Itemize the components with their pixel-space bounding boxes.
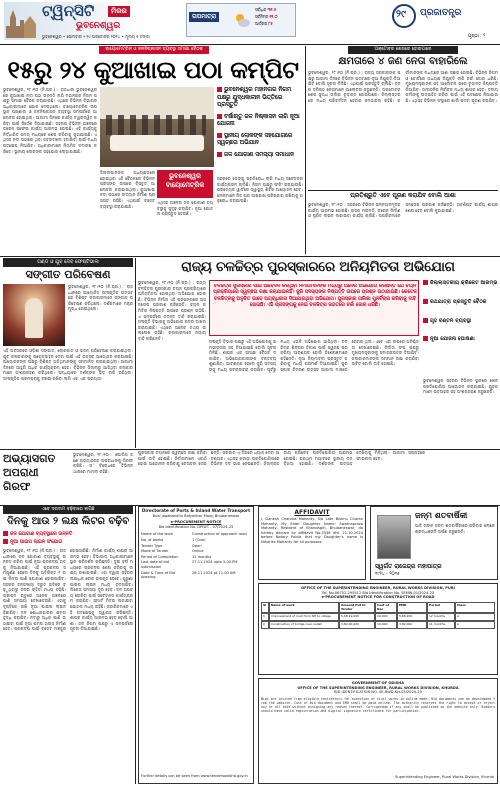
ports-key: Name of the work bbox=[141, 532, 174, 537]
bullet-square-icon bbox=[423, 318, 428, 323]
right-top-story bbox=[308, 46, 498, 256]
main-bullet bbox=[423, 336, 498, 343]
main-bullet-text: ଗୃହ ବଣ୍ଟନ ବ୍ୟବସ୍ଥା bbox=[430, 317, 472, 324]
dateline: ଭୁବନେଶ୍ୱର • ସୋମବାର • ୨୯ ଅକ୍ଟୋବର ୨୦୨୪ • ମୂଲ୍ୟ ୫ ଟଙ୍କା bbox=[42, 34, 150, 39]
rwd-cell: 12 months bbox=[427, 613, 455, 621]
bottom-body: ଭୁବନେଶ୍ୱର, ୨୮।୧୦ (ନି.ପ୍ର.) : ରାଜଧାନୀରେ ଜଳ ଯୋଗାଣ ବ୍ୟବସ୍ଥାକୁ ଉନ୍ନତ କରିବା ପାଇଁ ନୂଆ ପ୍ରକଳ୍ପ ହାତକୁ ନିଆଯାଇଛି। ଏହି ପ୍ରକଳ୍ପ ସମ୍ପୂର୍ଣ୍ଣ ହେଲେ ଦିନକୁ ଅତିରିକ୍ତ ୨ ଲକ୍ଷ ଲିଟର ପାଣି ଯୋଗାଣ ହୋଇପାରିବ। ସହରର ଜନସଂଖ୍ୟା ଦ୍ରୁତ ଗତିରେ ବଢ଼ୁଥିବାରୁ ଜଳର ଚାହିଦା ମଧ୍ୟ ବଢ଼ିଛି। ଗ୍ରୀଷ୍ମ ଋତୁରେ ଅନେକ ଅଞ୍ଚଳରେ ପାଣି ସମସ୍ୟା ଦେଖାଦେଉଛି। ଏହାକୁ ଦୃଷ୍ଟିରେ ରଖି ନୂଆ ପାଇପ ଲାଇନ ବିଛାଯିବ। ଜଳ ଶୋଧନାଗାରର କ୍ଷମତା ବୃଦ୍ଧି କରାଯିବ। ନଦୀରୁ ଅଧିକ ପାଣି ଉଠାଇବା ପାଇଁ ନୂଆ ପମ୍ପ ହାଉସ ନିର୍ମାଣ ହେବ। ପ୍ରକଳ୍ପ ପାଇଁ ବଜେଟ ମଞ୍ଜୁର ହୋଇସାରିଛି। ନିର୍ମାଣ କାର୍ଯ୍ୟ ଶୀଘ୍ର ଆରମ୍ଭ ହେବ। ବିଭାଗୀୟ ଅଧିକାରୀମାନେ ସ୍ଥାନ ପରିଦର୍ଶନ କରିଛନ୍ତି। ଦୁଇ ବର୍ଷ ମଧ୍ୟରେ ପ୍ରକଳ୍ପ ଶେଷ କରିବାକୁ ଲକ୍ଷ୍ୟ ରଖାଯାଇଛି। ଏହା ଦ୍ୱାରା ସହରର ଲକ୍ଷାଧିକ ଲୋକ ଉପକୃତ ହେବେ। ପୁରୁଣା ପାଇପ ଲାଇନ ମଧ୍ୟ ବଦଳାଯିବ। ଲିକେଜ ସମସ୍ୟା ଦୂର ହେବ। ଜଳ ଅପଚୟ ରୋକିବା ପାଇଁ ସଚେତନତା କାର୍ଯ୍ୟକ୍ରମ କରାଯିବ। ସ୍ମାର୍ଟ ମିଟର ଲଗାଇବା ଯୋଜନା ମଧ୍ୟ ରହିଛି। ନାଗରିକମାନେ ଏହି ପଦକ୍ଷେପକୁ ସ୍ୱାଗତ କରିଛନ୍ତି। ଶୀଘ୍ର କାର୍ଯ୍ୟ ଆରମ୍ଭ ହେବ ବୋଲି ଆଶା। ଜଳ ନିଗମ ପକ୍ଷରୁ ଏ ସମ୍ପର୍କରେ ସୂଚନା ଦିଆଯାଇଛି। bbox=[3, 548, 133, 632]
lead-body-col4: ସହରରେ ଡେଙ୍ଗୁ ପ୍ରତିରୋଧ ଲାଗି ମଧ୍ୟ ସଚେତନତା କାର୍ଯ୍ୟକ୍ରମ ଚାଲିଛି। ନିଗମ ପକ୍ଷରୁ ଫଗିଂ କରାଯାଉଛି। ପ୍ରତ୍ୟେକ ୱାର୍ଡରେ ସ୍ୱାସ୍ଥ୍ୟ ଶିବିର ଆୟୋଜନ ହେବ। ଲୋକମାନେ ନିଜ ଘର ଆଖପାଖ ପରିଷ୍କାର ରଖିବାକୁ ଅନୁରୋଧ କରାଯାଇଛି। bbox=[217, 176, 303, 204]
lead-bullet bbox=[217, 114, 303, 129]
rwd-header: EMD bbox=[397, 602, 427, 614]
govt-sub: BID IDENTIFICATION NO. SE-RWD-KH-05/2024-25 bbox=[334, 690, 422, 695]
right-body: ଭୁବନେଶ୍ୱର, ୨୮।୧୦ (ନି.ପ୍ର.) : ରାଜ୍ୟ ସରକାରଙ୍କ ପକ୍ଷରୁ ଆଗାମୀ ଦିନରେ ବିଭିନ୍ନ ପଦବୀରେ ନୂଆ ନିଯୁକ୍ତି ଦିଆଯିବ ବୋଲି ସୂଚନା ମିଳିଛି। ଏଥିପାଇଁ ପ୍ରସ୍ତୁତି ଚାଲିଛି। ଦଳର ବରିଷ୍ଠ ନେତାମାନେ ଆଲୋଚନା କରୁଛନ୍ତି। ଅକ୍ଟୋବର ଶେଷ ସୁଦ୍ଧା ତାଲିକା ଚୂଡ଼ାନ୍ତ ହୋଇପାରେ। ଜିଲ୍ଲାସ୍ତରରେ ମଧ୍ୟ ପରିବର୍ତ୍ତନ ହେବାର ସମ୍ଭାବନା ରହିଛି। କର୍ମୀମାନଙ୍କ ମଧ୍ୟରେ ଆଶା ସଞ୍ଚାର ହୋଇଛି। ବିଭିନ୍ନ ନିଗମ ଓ ବୋର୍ଡରେ ଅଧ୍ୟକ୍ଷ ନିଯୁକ୍ତି ଲାଗି ଚର୍ଚ୍ଚା ଜୋର ଧରିଛି। ମୁଖ୍ୟମନ୍ତ୍ରୀଙ୍କ ସହ ଆଲୋଚନା ପରେ ଚୂଡ଼ାନ୍ତ ନିଷ୍ପତ୍ତି ନିଆଯିବ। ସାଂଗଠନିକ ନିର୍ବାଚନ ମଧ୍ୟ ଶୀଘ୍ର ହେବ। ଦଳୀୟ କର୍ମୀଙ୍କୁ ଉତ୍ସାହିତ କରିବା ପାଇଁ ଏହି ପଦକ୍ଷେପ ନିଆଯାଉଛି। ଏଥିସହ ବିଭିନ୍ନ ସଂସ୍ଥାରେ ଖାଲି ପଦବୀ ପୂରଣ କରାଯିବ। bbox=[308, 70, 498, 103]
feature-left bbox=[3, 258, 133, 448]
bullet-square-icon bbox=[217, 152, 222, 157]
crime-headline-line: ଅପରାଧୀ bbox=[3, 466, 39, 479]
lead-bullet-text: ବର୍ଷାଋତୁ ଜଳ ନିଷ୍କାସନ ଲାଗି ନୂଆ ଯୋଜନା bbox=[217, 113, 300, 127]
weather-value: ୨୨.୦ bbox=[269, 14, 278, 19]
weather-label: ସର୍ବାଧିକ bbox=[255, 7, 267, 12]
logo-title: ଟ୍ୱିନ୍‌ସିଟି bbox=[42, 2, 95, 20]
lead-bullet bbox=[217, 87, 303, 110]
ports-title: Directorate of Ports & Inland Water Transport bbox=[141, 508, 251, 513]
lead-bullets bbox=[217, 87, 303, 163]
lead-body-col1: ଭୁବନେଶ୍ୱର, ୨୮।୧୦ (ନି.ପ୍ର.) : ରାଜଧାନୀ ଭୁବନେଶ୍ୱରରେ କୁଆଖାଇ ନଦୀ ପଠା ଉନ୍ନତି ଲାଗି ମହାନଗର ନିଗମ ପକ୍ଷରୁ ସମୀକ୍ଷା ବୈଠକ କରାଯାଇଛି। ଏଥିରେ ବିଭିନ୍ନ ବିଭାଗର ଅଧିକାରୀମାନେ ଯୋଗ ଦେଇଥିଲେ। ବାୟୋମେଟ୍ରିକ ଉପସ୍ଥାନ ପ୍ରଣାଳୀ ଓ ଜଳନିଷ୍କାସନ ବ୍ୟବସ୍ଥା ସମ୍ପର୍କରେ ଆଲୋଚନା ହୋଇଥିଲା। ଆଗାମୀ ଦିନରେ କାର୍ଯ୍ୟ ତ୍ୱରାନ୍ୱିତ କରିବା ପାଇଁ ନିର୍ଦ୍ଦେଶ ଦିଆଯାଇଛି। ସହରର ବିଭିନ୍ନ ଅଞ୍ଚଳରେ ଡ୍ରେନ ସଫେଇ କାର୍ଯ୍ୟ ଆରମ୍ଭ ହୋଇଛି। ଏହି କାର୍ଯ୍ୟକୁ ନିର୍ଦ୍ଧାରିତ ସମୟ ମଧ୍ୟରେ ଶେଷ କରିବାକୁ କୁହାଯାଇଛି। ଏଥିସହ ନଦୀ ପଠାରେ ଥିବା ଜବରଦଖଲ ହଟାଇବା ପାଇଁ ମଧ୍ୟ ପଦକ୍ଷେପ ନିଆଯିବ। ଅଧିକାରୀମାନେ ନିୟମିତ ତଦାରଖ କରିବେ। ସ୍ଥାନୀୟ ଲୋକଙ୍କ ସହଯୋଗ ଲୋଡ଼ାଯାଇଛି। bbox=[3, 87, 97, 154]
lead-bullet-text: ସ୍ଥାନୀୟ ଲୋକଙ୍କ ସହଯୋଗରେ ସ୍ୱଚ୍ଛତା ଅଭିଯାନ bbox=[217, 132, 293, 146]
crime-story bbox=[3, 450, 133, 504]
ports-key: Period of Completion bbox=[141, 554, 179, 559]
rwd-header: Period bbox=[427, 602, 455, 614]
feature-kicker: ଗଣ୍ଡ ଓ ଯୁବ ଦେବ ଫେଷ୍ଟିଭାଲ bbox=[3, 258, 133, 267]
tender-ports bbox=[138, 506, 254, 784]
inset-label: ଭୁବନେଶ୍ୱର ବାୟୋମେଟ୍ରିକ bbox=[157, 170, 213, 198]
weather-value: ୩୨.୫ bbox=[267, 7, 277, 12]
right-headline: କ୍ଷମତାରେ ୪ ଜଣ ନେତା ବାହାରିଲେ bbox=[338, 56, 468, 67]
tender-rwd bbox=[258, 583, 498, 675]
govt-title: OFFICE OF THE SUPERINTENDING ENGINEER, RURAL WORKS DIVISION, KHURDA bbox=[297, 685, 459, 690]
rwd-cell: 3,82,000 bbox=[397, 621, 427, 629]
rwd-cell: A bbox=[455, 621, 495, 629]
bottom-bullet bbox=[3, 531, 133, 539]
feature-body-col1: ଭୁବନେଶ୍ୱର, ୨୮।୧୦ (ନି.ପ୍ର.) : ରାଜଧାନୀରେ ଆୟୋଜିତ ସାଂସ୍କୃତିକ ଉତ୍ସବରେ ବିଶିଷ୍ଟ କଳାକାରମାନେ ସଙ୍ଗୀତ ପରିବେଷଣ କରିଥିଲେ। ଦର୍ଶକମାନେ ମନ୍ତ୍ରମୁଗ୍ଧ ହୋଇଥିଲେ। bbox=[68, 284, 133, 312]
bottom-bullet-text: ଜଳ ଯୋଗାଣ ବ୍ୟବସ୍ଥାରେ ଉନ୍ନତି bbox=[10, 532, 73, 537]
main-bullet-text: ଜିଲ୍ଲାସ୍ତରୀୟ କ୍ରିକେଟ ଆରମ୍ଭ bbox=[430, 280, 498, 286]
crime-headline bbox=[3, 452, 71, 494]
rwd-cell: 2 bbox=[261, 621, 269, 629]
right-subhead: ପ୍ରତିଶ୍ରୁତି ଏବେ ପୂରଣ କରାଯିବ ବୋଲି ଆଶା bbox=[350, 192, 456, 199]
page-number: ପୃଷ୍ଠା : ୨ bbox=[468, 34, 486, 39]
main-bullet bbox=[423, 280, 498, 287]
bullet-square-icon bbox=[423, 336, 428, 341]
meeting-photo bbox=[100, 87, 214, 167]
obituary-title: ଜନ୍ମ ଶତବାର୍ଷିକୀ bbox=[415, 511, 468, 520]
weather-rows bbox=[255, 6, 295, 27]
ports-notice: e-PROCUREMENT NOTICE bbox=[170, 520, 222, 525]
ports-value: 27.11.2024 upto 5.00 PM bbox=[192, 560, 238, 565]
govt-body: Bids are invited from eligible contractors for execution of civil works in online mode. Bid documents can be downloaded from the website. Cost of bid document and EMD shall be paid online. The authority reserves the right to accept or reject any or all bids without assigning any reason thereof. Corrigendum if any shall be published on the website only. Bidders should have valid registration and digital signature certificate for participation. bbox=[261, 696, 495, 714]
obituary-name: ସ୍ୱର୍ଗତ ରାଜେନ୍ଦ୍ର ମହାପାତ୍ର bbox=[375, 563, 442, 570]
lead-kicker: ବାୟୋମେଟ୍ରିକ ଓ ଜଳନିଷ୍କାସନ ବ୍ୟବସ୍ଥା ସମୀକ୍ଷା ବୈଠକ bbox=[99, 46, 209, 54]
weather-row bbox=[255, 13, 295, 20]
rwd-cell: 5,68,200 bbox=[397, 613, 427, 621]
sun-cloud-icon bbox=[233, 12, 251, 28]
bottom-kicker: ଏବେ ଦରଦାମ ବଢ଼ିବାରେ ଲାଗିଛି bbox=[3, 506, 133, 514]
rwd-cell: 3,82,00,000 bbox=[339, 621, 375, 629]
obituary bbox=[370, 506, 498, 580]
main-headline: ରାଜ୍ୟ ଚଳଚ୍ଚିତ୍ର ପୁରସ୍କାରରେ ଅନିୟମିତତା ଅଭିଯୋଗ bbox=[181, 259, 455, 275]
performer-figure bbox=[25, 298, 43, 338]
right-sub-body: ଭୁବନେଶ୍ୱର, ୨୮।୧୦ : ସହରରେ ବିଭିନ୍ନ ଉନ୍ନୟନମୂଳକ କାର୍ଯ୍ୟ ଆରମ୍ଭ ହୋଇଛି। ରାସ୍ତା ମରାମତି, ଡ୍ରେନ ନିର୍ମାଣ ଓ ଷ୍ଟ୍ରିଟ ଲାଇଟ ଲଗାଇବା କାର୍ଯ୍ୟ ଚାଲିଛି। ନାଗରିକମାନେ ସନ୍ତୋଷ ପ୍ରକାଶ କରିଛନ୍ତି। ଅବଶିଷ୍ଟ କାର୍ଯ୍ୟ ଶୀଘ୍ର ଶେଷ ହେବ ବୋଲି କୁହାଯାଇଛି। bbox=[308, 202, 498, 219]
main-right-body: ଭୁବନେଶ୍ୱର ସହରର ବିଭିନ୍ନ ସ୍ଥାନରେ ଖେଳ ପ୍ରତିଯୋଗିତା ଆୟୋଜନ କରାଯାଇଛି। ଯୁବକମାନେ ଉତ୍ସାହର ସହ ଅଂଶଗ୍ରହଣ କରୁଛନ୍ତି। bbox=[423, 378, 498, 395]
weather-value: ୮୫ bbox=[268, 21, 273, 26]
bullet-square-icon bbox=[217, 114, 222, 119]
rwd-header: Amount Put to Tender bbox=[339, 602, 375, 614]
column-divider bbox=[305, 46, 306, 254]
bullet-square-icon bbox=[3, 539, 8, 544]
ports-value: Construction of approach road bbox=[192, 532, 247, 537]
column-divider bbox=[135, 258, 136, 448]
lead-bullet bbox=[217, 133, 303, 148]
ports-footer: Further details can be seen from www.tendersodisha.gov.in bbox=[141, 774, 248, 779]
highlight-box bbox=[209, 280, 419, 336]
ports-bid-no: Bid Identification No. DPIWT - 07/2024-25 bbox=[158, 524, 234, 529]
main-bullet bbox=[423, 318, 498, 325]
rwd-subtitle: e-PROCUREMENT NOTICE FOR CONSTRUCTION OF ROAD bbox=[321, 595, 435, 600]
weather-label: ଆର୍ଦ୍ରତା bbox=[255, 21, 268, 26]
logo-subtitle: ଭୁବନେଶ୍ୱର bbox=[76, 21, 121, 31]
ports-value: Open bbox=[192, 543, 202, 548]
anniversary-number: ୨୯ bbox=[396, 9, 406, 20]
paper-name: ପ୍ରଜାତନ୍ତ୍ର bbox=[420, 8, 462, 18]
lead-body-col3: ଏଥିସହ ଅଞ୍ଚଳର ଜଳ ଯୋଗାଣ ବ୍ୟବସ୍ଥାକୁ ସୁଦୃଢ଼ କରାଯିବ। ନୂଆ ଯୋଜନା ପ୍ରସ୍ତୁତ ହେଉଛି। bbox=[157, 200, 213, 217]
rwd-cell: Improvement of road from NH to village bbox=[269, 613, 339, 621]
bottom-bullet bbox=[3, 539, 133, 547]
rwd-cell: Construction of bridge over nallah bbox=[269, 621, 339, 629]
crime-headline-line: ଅଭ୍ୟାସଗତ bbox=[3, 452, 56, 465]
rwd-header: Name of work bbox=[269, 602, 339, 614]
weather-label: ସର୍ବନିମ୍ନ bbox=[255, 14, 269, 19]
skyline-icon bbox=[4, 6, 38, 38]
column-divider bbox=[135, 506, 136, 784]
rwd-cell: 11 months bbox=[427, 621, 455, 629]
main-bullet bbox=[423, 299, 498, 306]
ports-value: Online bbox=[192, 549, 204, 554]
lead-bullet bbox=[217, 152, 303, 160]
weather-box bbox=[186, 3, 296, 37]
crime-headline-line: ଗିରଫ bbox=[3, 480, 31, 493]
lead-bullet-text: ଭୁବନେଶ୍ୱର ମହାନଗର ନିଗମ ପକ୍ଷରୁ ଯୁଦ୍ଧକାଳୀନ ଭିତ୍ତିରେ ପ୍ରସ୍ତୁତି bbox=[217, 87, 292, 108]
govt-signature: Superintending Engineer, Rural Works Division, Khurda bbox=[395, 775, 494, 780]
bottom-left-story bbox=[3, 506, 133, 784]
ports-value: 1 (One) bbox=[192, 537, 206, 542]
rwd-cell: 10,000 bbox=[375, 621, 397, 629]
obituary-photo bbox=[377, 515, 411, 559]
masthead bbox=[0, 0, 500, 44]
govt-line1: GOVERNMENT OF ODISHA bbox=[351, 681, 405, 685]
affidavit-title: AFFIDAVIT bbox=[294, 509, 330, 516]
rwd-header: Cost of Doc bbox=[375, 602, 397, 614]
main-right-bullets bbox=[423, 280, 498, 355]
lead-headline: ୧୫ରୁ ୨୪ କୁଆଖାଇ ପଠା କମ୍ପିଟ bbox=[7, 56, 299, 84]
bottom-bullets bbox=[3, 531, 133, 546]
obituary-dates: ୧୯୨୪ - ୨୦୧୫ bbox=[375, 572, 400, 577]
weather-row bbox=[255, 20, 295, 27]
rwd-cell: 5,68,19,000 bbox=[339, 613, 375, 621]
ports-table bbox=[141, 532, 251, 579]
ports-value: 12 months bbox=[192, 554, 212, 559]
lead-story bbox=[3, 46, 303, 256]
bottom-headline: ଦିନକୁ ଆଉ ୨ ଲକ୍ଷ ଲିଟର ବଢ଼ିବ bbox=[6, 516, 130, 527]
right-divider bbox=[308, 190, 498, 191]
bullet-square-icon bbox=[423, 280, 428, 285]
highlight-text: ଚଳଚ୍ଚିତ୍ର ପୁରସ୍କାର ପାଇଁ ଆବେଦନ କରିଥିବା ନିର୍ମାତାମାନଙ୍କ ମଧ୍ୟରୁ ଅନେକ ଅଭିଯୋଗ କରିଛନ୍ତି ଯେ ଚୟନ ପ୍ରକ୍ରିୟାରେ ସ୍ୱଚ୍ଛତା ରକ୍ଷା କରାଯାଇନାହିଁ। ଜୁରି ସଦସ୍ୟଙ୍କ ନିଷ୍ପତ୍ତି ଉପରେ ପ୍ରଶ୍ନ ଉଠାଯାଇଛି। କେତେକ ଚଳଚ୍ଚିତ୍ରକୁ ଅନୁଚିତ ଭାବେ ଅଗ୍ରାଧିକାର ଦିଆଯାଇଥିବା ଅଭିଯୋଗ। ପୁରସ୍କାର ତାଲିକା ପୁନର୍ବିଚାର କରିବାକୁ ଦାବି ହୋଇଛି। ଏହି ପ୍ରସଙ୍ଗକୁ ନେଇ ଚଳଚ୍ଚିତ୍ର ଜଗତରେ ଚର୍ଚ୍ଚା ଜୋର ଧରିଛି। bbox=[213, 284, 417, 308]
obituary-text: ଆଜି ତାଙ୍କ ଜନ୍ମ ଶତବାର୍ଷିକୀରେ ପରିବାର ଲୋକେ ଶ୍ରଦ୍ଧାଞ୍ଜଳି ଅର୍ପଣ କରୁଛନ୍ତି। bbox=[415, 523, 495, 534]
main-body-col1: ଭୁବନେଶ୍ୱର, ୨୮।୧୦ (ନି.ପ୍ର.) : ରାଜ୍ୟ ଚଳଚ୍ଚିତ୍ର ପୁରସ୍କାର ଚୟନ ପ୍ରକ୍ରିୟାରେ ଅନିୟମିତତା ହୋଇଥିବା ଅଭିଯୋଗ ହୋଇଛି। ବିଭିନ୍ନ ନିର୍ମାତା ଏହି ପ୍ରସଙ୍ଗରେ ଅସନ୍ତୋଷ ପ୍ରକାଶ କରିଛନ୍ତି। ଚୟନ କମିଟିର ନିଷ୍ପତ୍ତି ଉପରେ ପ୍ରଶ୍ନ ଉଠିଛି। ଏ ସମ୍ପର୍କରେ ତଦନ୍ତ ଦାବି କରାଯାଇଛି। ସଂସ୍କୃତି ବିଭାଗକୁ ଅଭିଯୋଗ ପତ୍ର ଦାଖଲ କରାଯାଇଛି। ଏଥିରେ ଅନେକ ତଥ୍ୟ ଉଲ୍ଲେଖ ରହିଛି। କଳାକାରମାନେ ନ୍ୟାୟ ଦାବି କରିଛନ୍ତି। bbox=[138, 280, 206, 341]
rwd-title: OFFICE OF THE SUPERINTENDING ENGINEER, RURAL WORKS DIVISION, PURI bbox=[301, 586, 455, 590]
bottom-bullet-text: ନୂଆ ପାଇପ ଲାଇନ ସଂଯୋଗ bbox=[10, 539, 63, 545]
bullet-square-icon bbox=[3, 531, 8, 536]
affidavit-body: I, Ganesh Chandra Mohanty, S/o Late Bishnu Charan Mohanty, My Elder Daughter Name: Swarnaprava Mohanty, Resident of Khandagiri, Bhubaneswar, do hereby declare by affidavit No.3336 dtd. 21.10.2024 before Notary Public that my Daughter's name is Nihariks Mohanty for all purposes. bbox=[261, 517, 363, 544]
ports-value: 28.11.2024 at 11.00 AM bbox=[192, 570, 236, 575]
rwd-table bbox=[261, 602, 495, 629]
main-story bbox=[138, 258, 498, 448]
ports-key: Tender Type bbox=[141, 543, 163, 548]
ports-key: Last date of bid submission bbox=[141, 560, 170, 569]
rwd-cell: 1 bbox=[261, 613, 269, 621]
rwd-header: Class bbox=[455, 602, 495, 614]
lead-body-col2: ଜିଲ୍ଲାପାଳଙ୍କ ଅଧ୍ୟକ୍ଷତାରେ ହୋଇଥିବା ଏହି ବୈଠକରେ ବିଭିନ୍ନ ପ୍ରସଙ୍ଗ ଉପରେ ବିସ୍ତୃତ ଆଲୋଚନା କରାଯାଇଥିଲା। କୁଆଖାଇ ନଦୀ ପଠାରେ ଉଦ୍ୟାନ ନିର୍ମାଣ ପ୍ରସ୍ତାବ ରହିଛି। ଏଥିପାଇଁ ବଜେଟ ବ୍ୟବସ୍ଥା କରାଯାଇଛି। bbox=[100, 170, 155, 209]
feature-headline: ସଙ୍ଗୀତ ପରିବେଷଣ bbox=[25, 268, 111, 281]
rwd-cell: 10,000 bbox=[375, 613, 397, 621]
rwd-header: Sl bbox=[261, 602, 269, 614]
weather-title: ତାପମାତ୍ରା bbox=[189, 12, 219, 22]
ports-key: No. of works bbox=[141, 537, 164, 542]
concert-photo bbox=[3, 284, 65, 346]
section-divider bbox=[0, 256, 500, 257]
weather-row bbox=[255, 6, 295, 13]
main-bullet-text: ନୂଆ ଯୋଜନା ଘୋଷଣା bbox=[430, 336, 475, 343]
crime-body: ଭୁବନେଶ୍ୱର, ୨୮।୧୦ : ପୋଲିସ ଜଣେ ଅଭ୍ୟାସଗତ ଅପରାଧୀଙ୍କୁ ଗିରଫ କରିଛି। ତା' ବିରୋଧରେ ବିଭିନ୍ନ ଥାନାରେ ମାମଲା ରହିଛି। bbox=[73, 452, 133, 474]
main-body-col2: ସଂସ୍କୃତି ବିଭାଗ ପକ୍ଷରୁ ଏହି ଅଭିଯୋଗକୁ ଗମ୍ଭୀରତାର ସହ ନିଆଯାଇଛି ବୋଲି ସୂଚନା ମିଳିଛି। ଶୀଘ୍ର ଏକ ସମୀକ୍ଷା ବୈଠକ ଡକାଯିବ। ଅଭିଯୋଗକାରୀଙ୍କ ବକ୍ତବ୍ୟ ଶୁଣାଯିବ। ଆବଶ୍ୟକ ହେଲେ ଜୁରି ସଦସ୍ୟଙ୍କୁ ମଧ୍ୟ ପଚରାଉଚରା କରାଯିବ। ପୂର୍ବରୁ ମଧ୍ୟ ଏଭଳି ଅଭିଯୋଗ ଆସିଥିଲା। ଚଳଚ୍ଚିତ୍ର ଶିଳ୍ପର ବିକାଶ ପାଇଁ ସ୍ୱଚ୍ଛ ପ୍ରକ୍ରିୟା ଆବଶ୍ୟକ ବୋଲି ବିଶେଷଜ୍ଞମାନେ କହିଛନ୍ତି। ନୂଆ ନିୟମାବଳୀ ପ୍ରସ୍ତୁତ କରିବାକୁ ମଧ୍ୟ ପରାମର୍ଶ ଦିଆଯାଇଛି। ପୁରସ୍କାର ବିତରଣ ଉତ୍ସବ ଆଗାମୀ ମାସରେ ହେବାର ଥିଲା। ଏବେ ଏହା ଉପରେ ଅନିଶ୍ଚିତତା ଦେଖାଦେଇଛି। ନିର୍ମାତା ସଂଘ ପକ୍ଷରୁ ମୁଖ୍ୟମନ୍ତ୍ରୀଙ୍କୁ ସ୍ମାରକପତ୍ର ଦିଆଯିବ। କଳାକାରମାନଙ୍କ ସମ୍ମାନ ରକ୍ଷା କରାଯିବା ଉଚିତ ବୋଲି ଦାବି ହୋଇଛି। bbox=[209, 339, 419, 372]
ports-address: Buxi Jagabandhu Bidyadhar Marg, Bhubaneswar bbox=[152, 513, 240, 518]
rwd-notice-no: Tel. No.06752-295512 Bid Identification No. SEMW-01/2024-25 bbox=[321, 590, 435, 595]
bullet-square-icon bbox=[217, 87, 222, 92]
masthead-divider bbox=[0, 44, 500, 45]
affidavit bbox=[258, 506, 366, 580]
ports-key: Date & Time of Bid opening bbox=[141, 570, 175, 580]
govt-footer bbox=[258, 678, 498, 784]
bullet-square-icon bbox=[217, 133, 222, 138]
right-kicker: ଅକ୍ଟୋବର ଶେଷରେ ହୋଇପାରେ bbox=[348, 46, 458, 54]
bullet-square-icon bbox=[423, 299, 428, 304]
lead-bullet-text: ଜଳ ଯୋଗାଣ ସମସ୍ୟା ସମାଧାନ bbox=[224, 151, 294, 158]
rwd-cell: A bbox=[455, 613, 495, 621]
main-bullet-text: ରଥଯାତ୍ରା ପ୍ରସ୍ତୁତି ବୈଠକ bbox=[430, 298, 487, 305]
ports-key: Mode of Tender bbox=[141, 549, 169, 554]
logo-badge: ମିରର bbox=[108, 6, 130, 17]
mid-column-text: ପୁରସ୍କାର ଚୟନରେ ସ୍ୱଚ୍ଛତା ରକ୍ଷା କରିବା ପାଇଁ ଦାବି ହୋଇଛି। ନିର୍ମାତାମାନେ ଏକାଠି ହୋଇ ଆନ୍ଦୋଳନ କରିବାକୁ ଚେତାବନୀ ଦେଇଛନ୍ତି। ସରକାର ଏ ଦିଗରେ ଧ୍ୟାନ ଦେବା ଆବଶ୍ୟକ। ଏଥିସହ କ୍ରୀଡ଼ା ପ୍ରତିଯୋଗିତାରେ ବିଭିନ୍ନ ଦଳ ଭାଗ ନେଇଛନ୍ତି। ଜିଲ୍ଲାସ୍ତରୀୟ କ୍ରିକେଟ ପ୍ରତିଯୋଗିତା ଆରମ୍ଭ ହୋଇଛି। ପ୍ରଥମ ମ୍ୟାଚରେ ସ୍ଥାନୀୟ ଦଳ ବିଜୟୀ ହୋଇଛି। ଦର୍ଶକଙ୍କ ଉତ୍ସାହ ଦେଖିବାକୁ ମିଳିଥିଲା। ଆଗାମୀ ସପ୍ତାହରେ ଫାଇନାଲ ହେବ। bbox=[138, 450, 426, 467]
feature-body-col2: ଏହି ଅବସରରେ ଓଡ଼ିଶୀ ସଙ୍ଗୀତ, ଲୋକଗୀତ ଓ ଭଜନ ପରିବେଷଣ କରାଯାଇଥିଲା। ଯୁବ କଳାକାରଙ୍କୁ ପ୍ରୋତ୍ସାହନ ଦେବା ପାଇଁ ଏହି ଉତ୍ସବ ଆୟୋଜନ କରାଯାଇଛି। ଆୟୋଜକଙ୍କ ପକ୍ଷରୁ ବିଶିଷ୍ଟ ଅତିଥିମାନଙ୍କୁ ସମ୍ମାନିତ କରାଯାଇଥିଲା। ଆଗାମୀ ଦିନରେ ଆହୁରି ଅଧିକ କାର୍ଯ୍ୟକ୍ରମ ହେବ। ବିଭିନ୍ନ ଜିଲ୍ଲାରୁ ଆସିଥିବା କଳାକାରମାନେ ଅଂଶଗ୍ରହଣ କରିଥିଲେ। ସନ୍ଧ୍ୟାରେ ଦର୍ଶକଙ୍କ ଭିଡ଼ ଲାଗି ରହିଥିଲା। ସାଂସ୍କୃତିକ ପରମ୍ପରାକୁ ବଞ୍ଚାଇ ରଖିବା ଲାଗି ଏହା ଏକ ପ୍ରୟାସ। bbox=[3, 348, 133, 381]
photo-table bbox=[110, 135, 204, 151]
photo-people bbox=[106, 115, 206, 135]
